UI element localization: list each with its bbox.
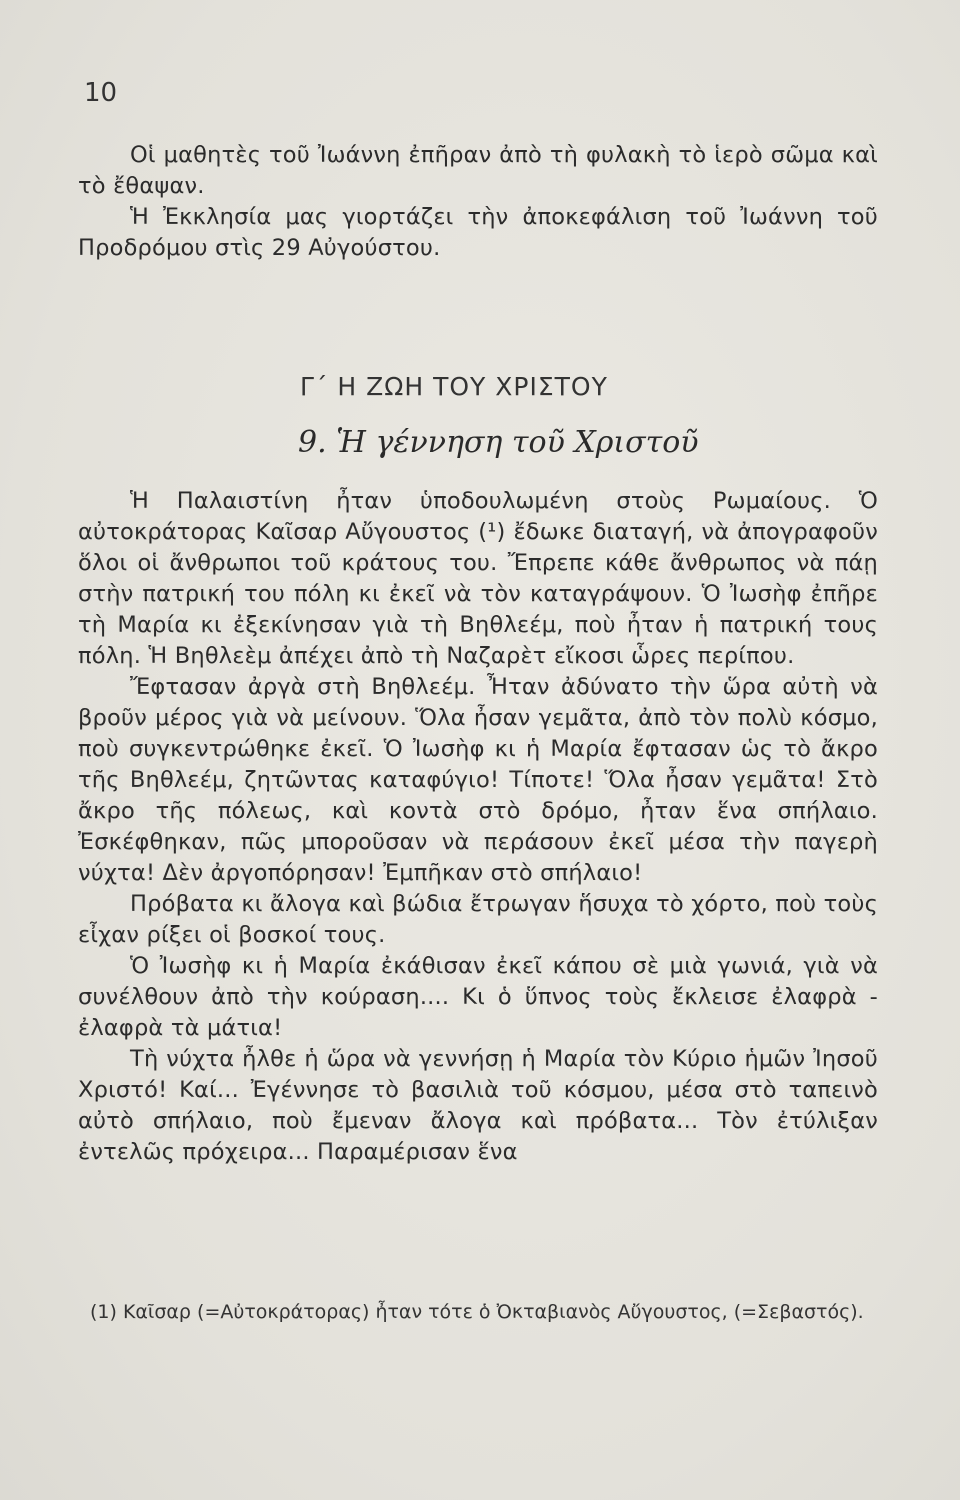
body-paragraph-2: Ἔφτασαν ἀργὰ στὴ Βηθλεέμ. Ἦταν ἀδύνατο τὴν ὥρα αὐτὴ νὰ βροῦν μέρος γιὰ νὰ μείνουν. Ὅλα ἦσαν γεμᾶτα, ἀπὸ τὸν πολὺ κόσμο, ποὺ συγκεντρώθηκε ἐκεῖ. Ὁ Ἰωσὴφ κι ἡ Μαρία ἔφτασαν ὡς τὸ ἄκρο τῆς Βηθλεέμ, ζητῶντας καταφύγιο! Τίποτε! Ὅλα ἦσαν γεμᾶτα! Στὸ ἄκρο τῆς πόλεως, καὶ κοντὰ στὸ δρόμο, ἦταν ἕνα σπήλαιο. Ἐσκέφθηκαν, πῶς μποροῦσαν νὰ περάσουν ἐκεῖ μέσα τὴν παγερὴ νύχτα! Δὲν ἀργοπόρησαν! Ἐμπῆκαν στὸ σπήλαιο! — [78, 674, 878, 886]
body-paragraph-3: Πρόβατα κι ἄλογα καὶ βώδια ἔτρωγαν ἥσυχα τὸ χόρτο, ποὺ τοὺς εἶχαν ρίξει οἱ βοσκοί τους. — [78, 891, 878, 948]
body-paragraph-5: Τὴ νύχτα ἦλθε ἡ ὥρα νὰ γεννήσῃ ἡ Μαρία τὸν Κύριο ἡμῶν Ἰησοῦ Χριστό! Καί... Ἐγέννησε τὸ βασιλιὰ τοῦ κόσμου, μέσα στὸ ταπεινὸ αὐτὸ σπήλαιο, ποὺ ἔμεναν ἄλογα καὶ πρόβατα... Τὸν ἐτύλιξαν ἐντελῶς πρόχειρα... Παραμέρισαν ἕνα — [78, 1046, 878, 1165]
body-paragraph-1: Ἡ Παλαιστίνη ἦταν ὑποδουλωμένη στοὺς Ρωμαίους. Ὁ αὐτοκράτορας Καῖσαρ Αὔγουστος (¹) ἔδωκε διαταγή, νὰ ἀπογραφοῦν ὅλοι οἱ ἄνθρωποι τοῦ κράτους του. Ἔπρεπε κάθε ἄνθρωπος νὰ πάῃ στὴν πατρική του πόλη κι ἐκεῖ νὰ τὸν καταγράψουν. Ὁ Ἰωσὴφ ἐπῆρε τὴ Μαρία κι ἐξεκίνησαν γιὰ τὴ Βηθλεέμ, ποὺ ἦταν ἡ πατρική τους πόλη. Ἡ Βηθλεὲμ ἀπέχει ἀπὸ τὴ Ναζαρὲτ εἴκοσι ὧρες περίπου. — [78, 488, 878, 669]
section-heading: Γ΄ Η ΖΩΗ ΤΟΥ ΧΡΙΣΤΟΥ — [300, 372, 608, 401]
chapter-body — [78, 486, 878, 1168]
intro-paragraph-2: Ἡ Ἐκκλησία μας γιορτάζει τὴν ἀποκεφάλιση τοῦ Ἰωάννη τοῦ Προδρόμου στὶς 29 Αὐγούστου. — [78, 204, 878, 261]
intro-paragraph-1: Οἱ μαθητὲς τοῦ Ἰωάννη ἐπῆραν ἀπὸ τὴ φυλακὴ τὸ ἱερὸ σῶμα καὶ τὸ ἔθαψαν. — [78, 142, 878, 199]
footnote-text: (1) Καῖσαρ (=Αὐτοκράτορας) ἦταν τότε ὁ Ὀκταβιανὸς Αὔγουστος, (=Σεβαστός). — [90, 1301, 864, 1323]
body-paragraph-4: Ὁ Ἰωσὴφ κι ἡ Μαρία ἐκάθισαν ἐκεῖ κάπου σὲ μιὰ γωνιά, γιὰ νὰ συνέλθουν ἀπὸ τὴν κούραση.... Κι ὁ ὕπνος τοὺς ἔκλεισε ἐλαφρὰ - ἐλαφρὰ τὰ μάτια! — [78, 953, 878, 1041]
footnote — [48, 1300, 878, 1325]
page-number: 10 — [84, 78, 118, 108]
intro-text — [78, 140, 878, 264]
chapter-title: 9. Ἡ γέννηση τοῦ Χριστοῦ — [298, 425, 699, 460]
